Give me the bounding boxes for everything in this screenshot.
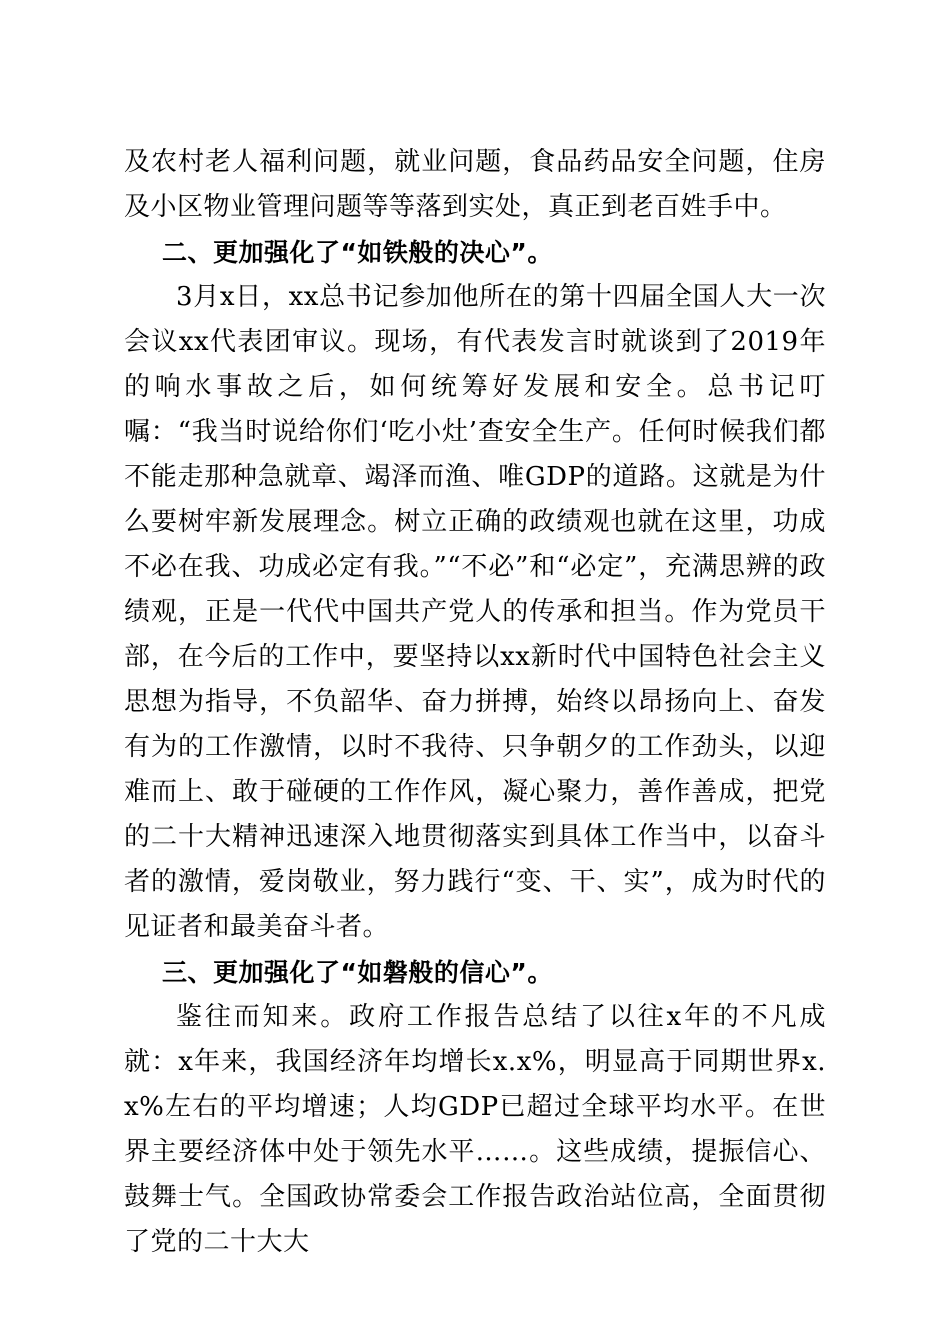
- section-heading-two: 二、更加强化了“如铁般的决心”。: [162, 238, 553, 267]
- document-body: [124, 140, 826, 1265]
- paragraph-continuation: 及农村老人福利问题，就业问题，食品药品安全问题，住房及小区物业管理问题等等落到实处，真正到老百姓手中。: [124, 147, 826, 222]
- paragraph-section-three: 鉴往而知来。政府工作报告总结了以往x年的不凡成就：x年来，我国经济年均增长x.x%，明显高于同期世界x.x%左右的平均增速；人均GDP已超过全球平均水平。在世界主要经济体中处于领先水平……。这些成绩，提振信心、鼓舞士气。全国政协常委会工作报告政治站位高，全面贯彻了党的二十大大: [124, 1002, 826, 1257]
- paragraph-section-two: 3月x日，xx总书记参加他所在的第十四届全国人大一次会议xx代表团审议。现场，有代表发言时就谈到了2019年的响水事故之后，如何统筹好发展和安全。总书记叮嘱：“我当时说给你们‘吃小灶’查安全生产。任何时候我们都不能走那种急就章、竭泽而渔、唯GDP的道路。这就是为什么要树牢新发展理念。树立正确的政绩观也就在这里，功成不必在我、功成必定有我。”“不必”和“必定”，充满思辨的政绩观，正是一代代中国共产党人的传承和担当。作为党员干部，在今后的工作中，要坚持以xx新时代中国特色社会主义思想为指导，不负韶华、奋力拼搏，始终以昂扬向上、奋发有为的工作激情，以时不我待、只争朝夕的工作劲头，以迎难而上、敢于碰硬的工作作风，凝心聚力，善作善成，把党的二十大精神迅速深入地贯彻落实到具体工作当中，以奋斗者的激情，爱岗敬业，努力践行“变、干、实”，成为时代的见证者和最美奋斗者。: [124, 282, 826, 942]
- section-heading-three: 三、更加强化了“如磐般的信心”。: [162, 958, 553, 987]
